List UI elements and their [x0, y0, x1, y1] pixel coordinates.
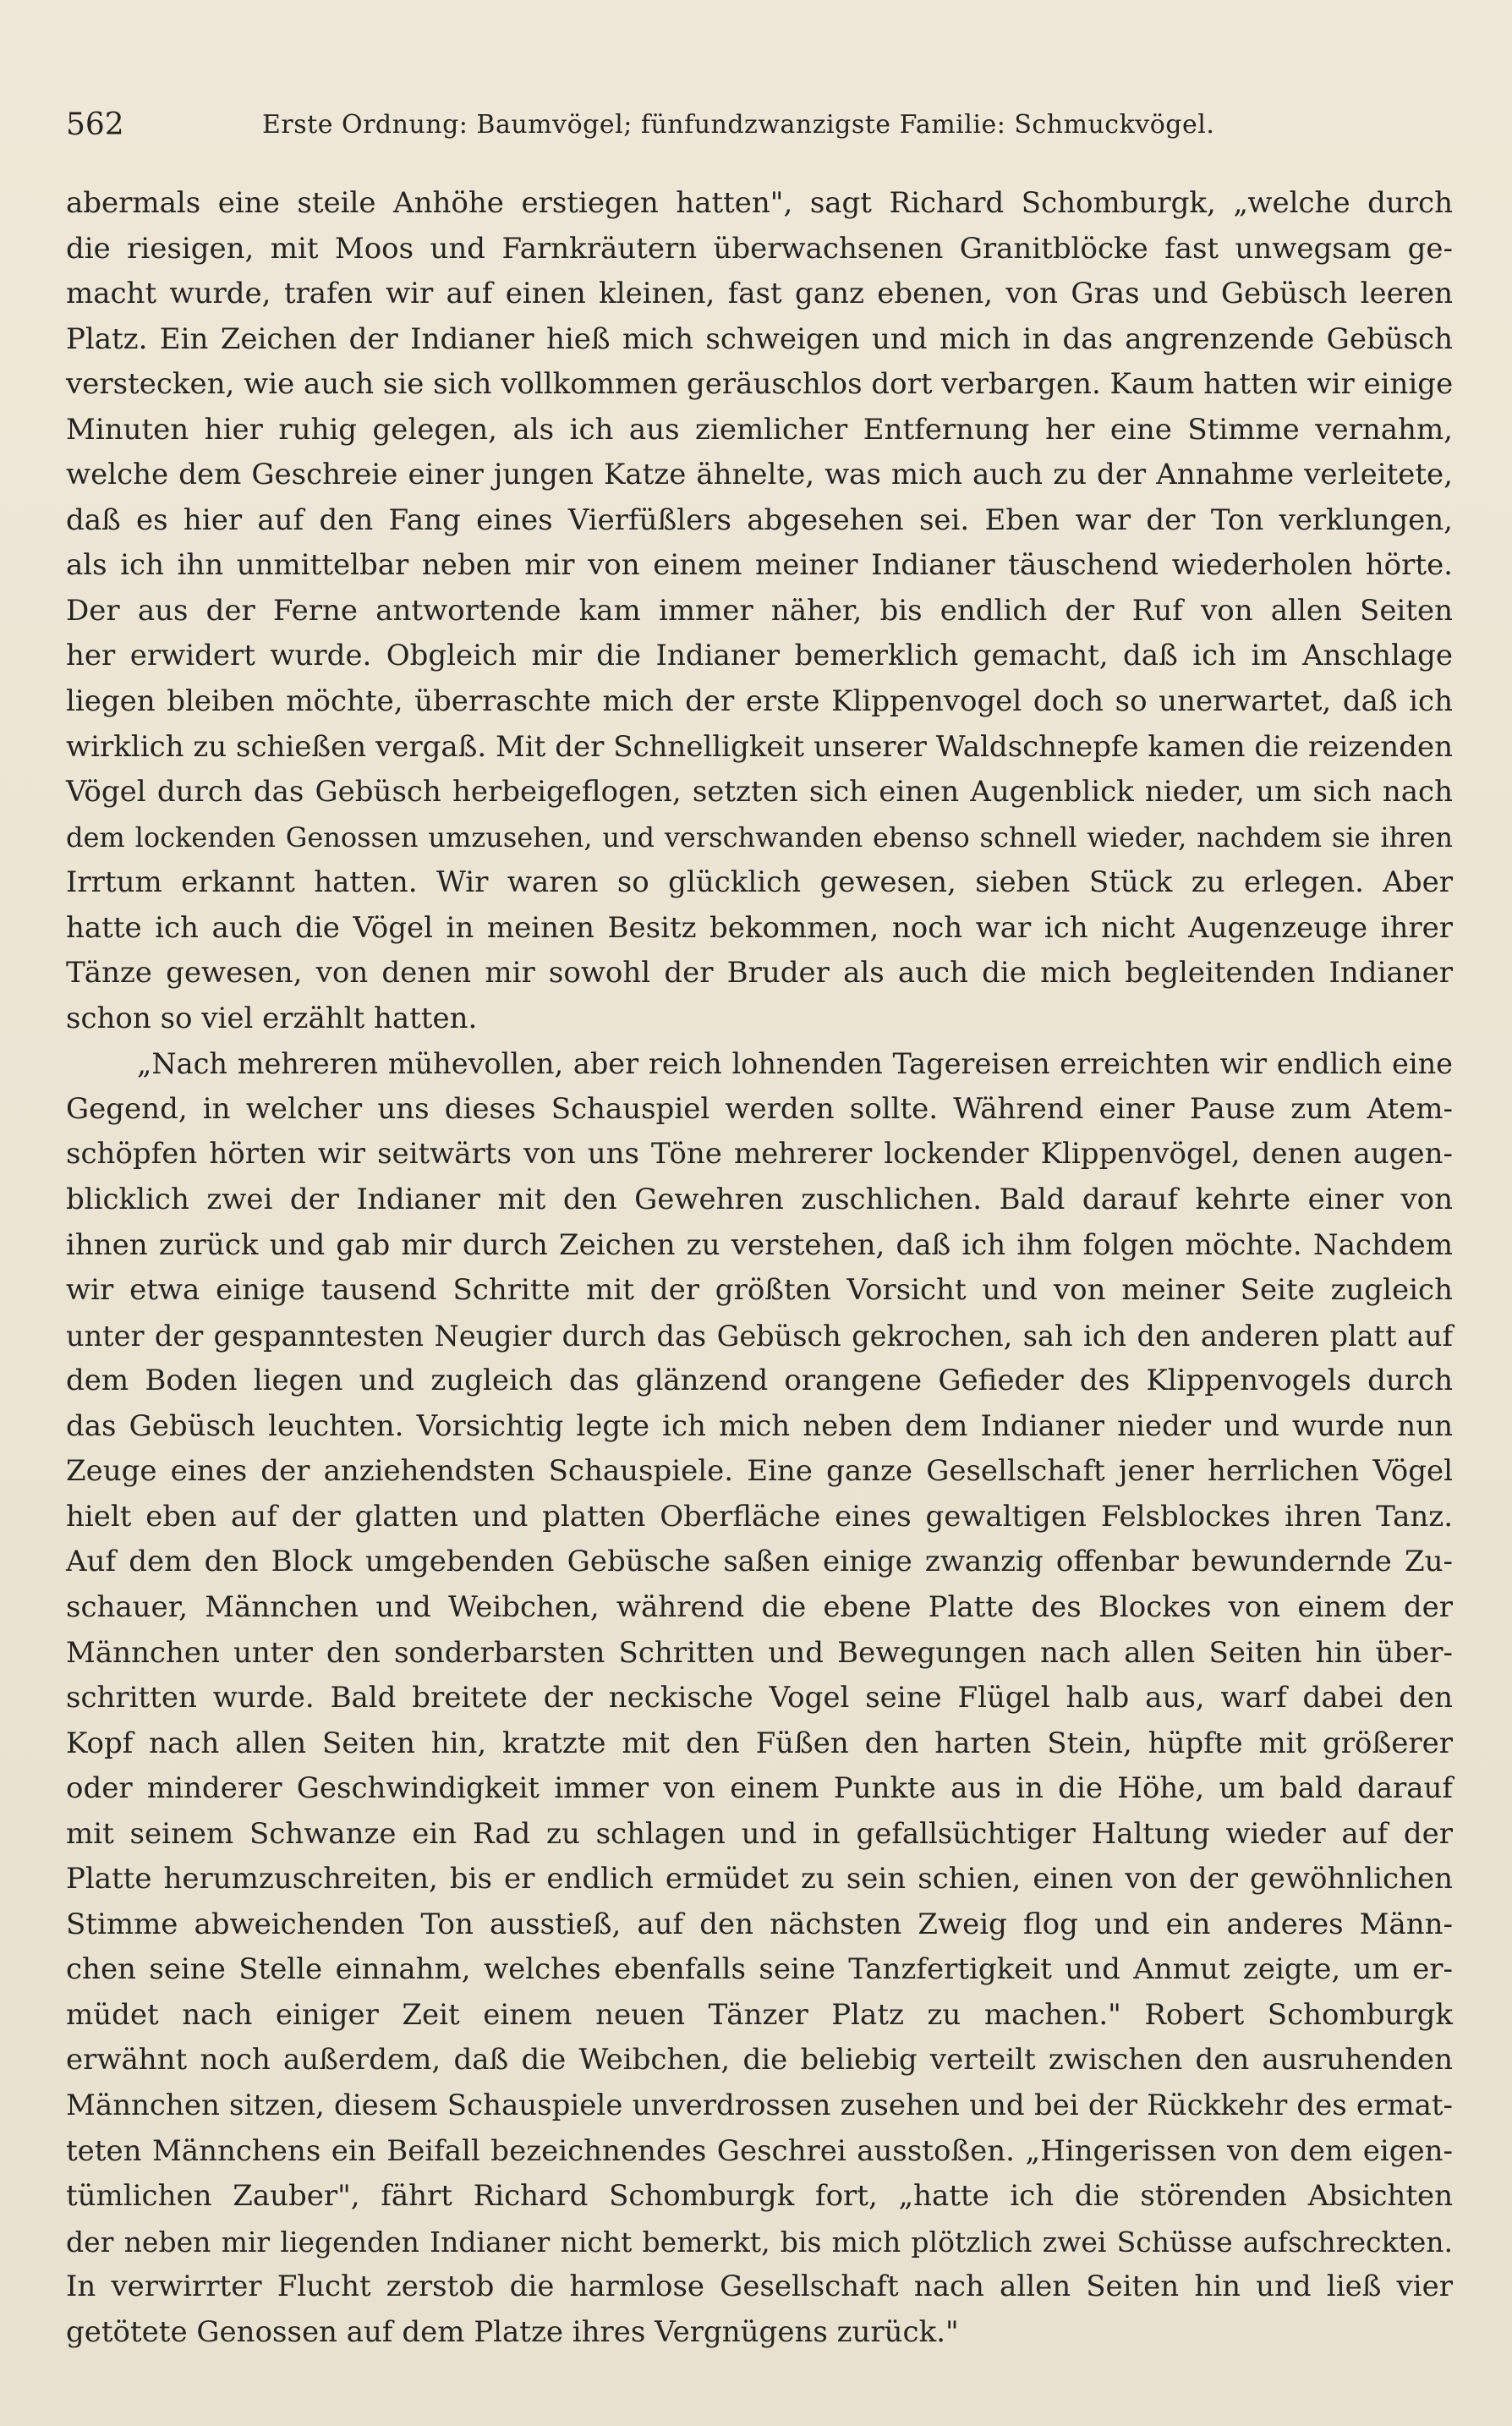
text-line: Vögel durch das Gebüsch herbeigeflogen, setzten sich einen Augenblick nieder, um sich nach: [66, 775, 1453, 810]
text-line: daß es hier auf den Fang eines Vierfüßlers abgesehen sei. Eben war der Ton verklungen,: [66, 502, 1453, 537]
text-line: Auf dem den Block umgebenden Gebüsche saßen einige zwanzig offenbar bewundernde Zu-: [66, 1545, 1453, 1579]
running-head: Erste Ordnung: Baumvögel; fünfundzwanzigste Familie: Schmuckvögel.: [262, 110, 1215, 140]
text-line: chen seine Stelle einnahm, welches ebenfalls seine Tanzfertigkeit und Anmut zeigte, um er-: [66, 1952, 1453, 1987]
text-line: verstecken, wie auch sie sich vollkommen geräuschlos dort verbargen. Kaum hatten wir einige: [66, 367, 1454, 402]
text-line: blicklich zwei der Indianer mit den Gewehren zuschlichen. Bald darauf kehrte einer von: [66, 1183, 1453, 1217]
text-line: Männchen unter den sonderbarsten Schritten und Bewegungen nach allen Seiten hin über-: [66, 1635, 1453, 1670]
text-line: das Gebüsch leuchten. Vorsichtig legte ich mich neben dem Indianer nieder und wurde nun: [66, 1408, 1453, 1443]
body-text: [66, 181, 1453, 2355]
text-line: Männchen sitzen, diesem Schauspiele unverdrossen zusehen und bei der Rückkehr des ermat-: [66, 2088, 1453, 2122]
text-line: müdet nach einiger Zeit einem neuen Tänzer Platz zu machen." Robert Schomburgk: [66, 1997, 1453, 2032]
text-line: Kopf nach allen Seiten hin, kratzte mit den Füßen den harten Stein, hüpfte mit größerer: [66, 1726, 1453, 1760]
text-line: Stimme abweichenden Ton ausstieß, auf den nächsten Zweig flog und ein anderes Männ-: [66, 1907, 1453, 1941]
text-line: erwähnt noch außerdem, daß die Weibchen, die beliebig verteilt zwischen den ausruhenden: [66, 2043, 1453, 2077]
text-line: schon so viel erzählt hatten.: [66, 1001, 478, 1035]
text-line: als ich ihn unmittelbar neben mir von einem meiner Indianer täuschend wiederholen hörte.: [66, 548, 1453, 583]
text-line: liegen bleiben möchte, überraschte mich der erste Klippenvogel doch so unerwartet, daß ich: [66, 684, 1453, 719]
text-line: ihnen zurück und gab mir durch Zeichen zu verstehen, daß ich ihm folgen möchte. Nachdem: [66, 1227, 1453, 1262]
text-line: teten Männchens ein Beifall bezeichnendes Geschrei ausstoßen. „Hingerissen von dem eigen-: [66, 2133, 1453, 2168]
text-line: schauer, Männchen und Weibchen, während die ebene Platte des Blockes von einem der: [66, 1589, 1453, 1624]
text-line: Platz. Ein Zeichen der Indianer hieß mich schweigen und mich in das angrenzende Gebüsch: [66, 321, 1453, 356]
text-line: dem Boden liegen und zugleich das glänzend orangene Gefieder des Klippenvogels durch: [66, 1364, 1453, 1398]
text-line: abermals eine steile Anhöhe erstiegen hatten", sagt Richard Schomburgk, „welche durch: [66, 186, 1453, 220]
text-line: Irrtum erkannt hatten. Wir waren so glücklich gewesen, sieben Stück zu erlegen. Aber: [66, 865, 1453, 900]
paragraph: [66, 1041, 1453, 2355]
page-header: [66, 100, 1461, 151]
text-line: her erwidert wurde. Obgleich mir die Indianer bemerklich gemacht, daß ich im Anschlage: [66, 639, 1453, 673]
text-line: Zeuge eines der anziehendsten Schauspiele. Eine ganze Gesellschaft jener herrlichen Vögel: [66, 1454, 1453, 1489]
text-line: der neben mir liegenden Indianer nicht bemerkt, bis mich plötzlich zwei Schüsse aufschreckten.: [66, 2225, 1453, 2259]
text-line: Minuten hier ruhig gelegen, als ich aus ziemlicher Entfernung her eine Stimme vernahm,: [66, 412, 1453, 447]
text-line: macht wurde, trafen wir auf einen kleinen, fast ganz ebenen, von Gras und Gebüsch leeren: [66, 277, 1453, 311]
text-line: getötete Genossen auf dem Platze ihres Vergnügens zurück.": [66, 2314, 959, 2349]
text-line: Tänze gewesen, von denen mir sowohl der Bruder als auch die mich begleitenden Indianer: [66, 956, 1453, 991]
text-line: schöpfen hörten wir seitwärts von uns Töne mehrerer lockender Klippenvögel, denen augen-: [66, 1137, 1453, 1172]
text-line: schritten wurde. Bald breitete der neckische Vogel seine Flügel halb aus, warf dabei den: [66, 1681, 1453, 1715]
text-line: hielt eben auf der glatten und platten Oberfläche eines gewaltigen Felsblockes ihren Tanz.: [66, 1499, 1453, 1534]
text-line: oder minderer Geschwindigkeit immer von einem Punkte aus in die Höhe, um bald darauf: [66, 1771, 1453, 1806]
text-line: tümlichen Zauber", fährt Richard Schomburgk fort, „hatte ich die störenden Absichten: [66, 2179, 1453, 2214]
text-line: welche dem Geschreie einer jungen Katze ähnelte, was mich auch zu der Annahme verleitete,: [66, 458, 1453, 492]
text-line: „Nach mehreren mühevollen, aber reich lohnenden Tagereisen erreichten wir endlich eine: [137, 1047, 1453, 1081]
text-line: In verwirrter Flucht zerstob die harmlose Gesellschaft nach allen Seiten hin und ließ vier: [66, 2270, 1453, 2304]
text-line: wirklich zu schießen vergaß. Mit der Schnelligkeit unserer Waldschnepfe kamen die reizenden: [66, 729, 1453, 764]
text-line: hatte ich auch die Vögel in meinen Besitz bekommen, noch war ich nicht Augenzeuge ihrer: [66, 910, 1453, 945]
text-line: Platte herumzuschreiten, bis er endlich ermüdet zu sein schien, einen von der gewöhnlichen: [66, 1862, 1453, 1896]
text-line: die riesigen, mit Moos und Farnkräutern überwachsenen Granitblöcke fast unwegsam ge-: [66, 231, 1453, 266]
text-line: Der aus der Ferne antwortende kam immer näher, bis endlich der Ruf von allen Seiten: [66, 593, 1453, 628]
text-line: Gegend, in welcher uns dieses Schauspiel werden sollte. Während einer Pause zum Atem-: [66, 1091, 1453, 1126]
paragraph: [66, 181, 1453, 1041]
text-line: unter der gespanntesten Neugier durch das Gebüsch gekrochen, sah ich den anderen platt auf: [66, 1319, 1453, 1353]
text-line: wir etwa einige tausend Schritte mit der größten Vorsicht und von meiner Seite zugleich: [66, 1273, 1453, 1308]
text-line: dem lockenden Genossen umzusehen, und verschwanden ebenso schnell wieder, nachdem sie ihren: [66, 821, 1453, 853]
page-number: 562: [66, 107, 124, 142]
text-line: mit seinem Schwanze ein Rad zu schlagen und in gefallsüchtiger Haltung wieder auf der: [66, 1816, 1453, 1851]
